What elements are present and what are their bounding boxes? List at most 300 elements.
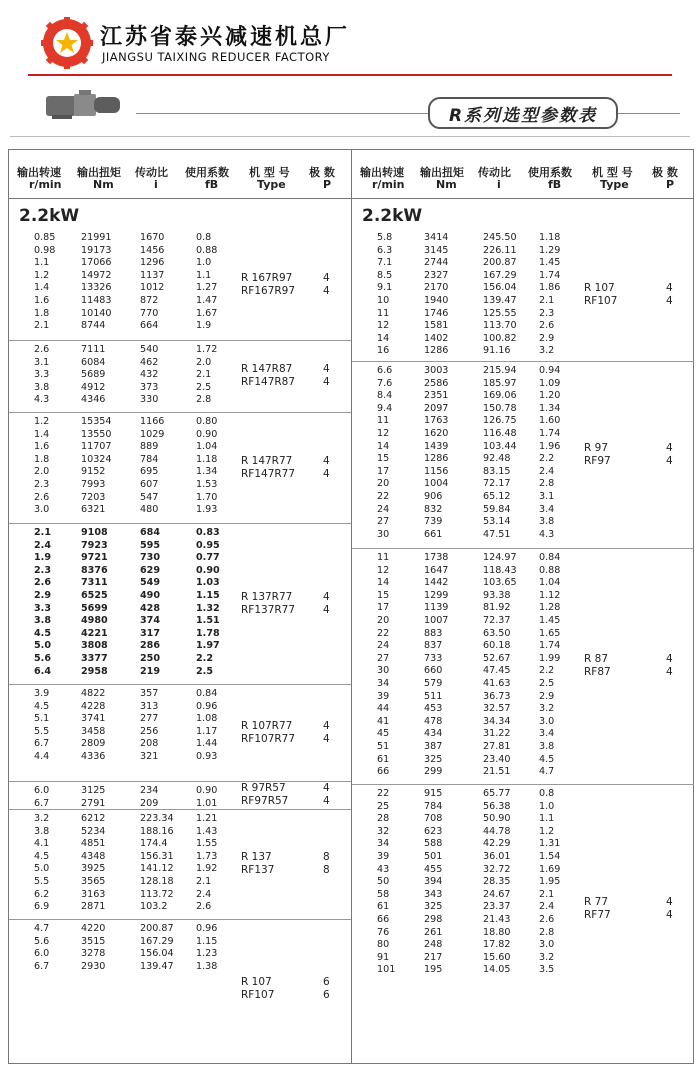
torque-cell: 2586 (424, 377, 449, 389)
factor-cell: 2.3 (539, 307, 555, 319)
factor-cell: 2.4 (539, 465, 555, 477)
torque-cell: 1442 (424, 577, 449, 589)
ratio-cell: 277 (140, 713, 159, 725)
ratio-cell: 889 (140, 441, 159, 453)
ratio-cell: 234 (140, 785, 159, 796)
torque-cell: 7111 (81, 344, 106, 355)
factor-cell: 1.0 (539, 800, 555, 812)
poles-cell (323, 455, 330, 481)
model-type: R 107R77 (241, 719, 293, 732)
factor-cell: 1.86 (539, 282, 561, 294)
factor-cell: 0.90 (196, 785, 218, 796)
header-speed-unit: r/min (372, 178, 405, 191)
header-model: 机 型 号 (249, 166, 290, 179)
speed-cell: 0.85 (34, 232, 56, 243)
poles-value: 4 (666, 896, 673, 908)
speed-cell: 14 (377, 440, 390, 452)
factor-cell: 0.90 (196, 564, 220, 576)
factor-cell: 2.6 (196, 901, 212, 913)
header-speed: 输出转速 (17, 166, 61, 179)
torque-cell: 1299 (424, 589, 449, 601)
poles-value: 4 (323, 454, 330, 467)
torque-cell: 784 (424, 800, 443, 812)
header-model: 机 型 号 (592, 166, 633, 179)
speed-cell: 1.1 (34, 257, 50, 269)
torque-cell: 588 (424, 838, 443, 850)
torque-cell: 579 (424, 678, 443, 689)
torque-cell: 6084 (81, 356, 106, 368)
factor-cell: 1.12 (539, 589, 561, 601)
ratio-cell: 167.29 (483, 269, 517, 281)
factor-cell: 1.1 (539, 813, 555, 825)
speed-cell: 5.0 (34, 863, 50, 875)
poles-cell (666, 896, 673, 922)
torque-cell: 1402 (424, 332, 449, 344)
ratio-cell: 1670 (140, 232, 165, 243)
table-header-right (352, 150, 694, 199)
torque-cell: 883 (424, 627, 443, 639)
speed-cell: 2.0 (34, 466, 50, 478)
speed-cell: 12 (377, 564, 390, 576)
torque-cell: 15354 (81, 416, 112, 427)
speed-cell: 3.8 (34, 615, 51, 627)
speed-cell: 6.2 (34, 888, 50, 900)
torque-cell: 2871 (81, 901, 106, 913)
speed-cell: 15 (377, 453, 390, 465)
poles-cell (323, 851, 330, 877)
model-type: RF77 (584, 909, 611, 921)
ratio-cell: 156.04 (483, 282, 517, 294)
poles-value: 4 (666, 653, 673, 665)
ratio-cell: 1456 (140, 244, 165, 256)
ratio-cell: 317 (140, 627, 161, 639)
speed-cell: 2.6 (34, 344, 50, 355)
torque-cell: 11483 (81, 295, 112, 306)
torque-cell: 501 (424, 851, 443, 862)
ratio-cell: 223.34 (140, 813, 174, 824)
factor-cell: 2.6 (539, 914, 555, 925)
factor-cell: 2.4 (196, 888, 212, 900)
torque-cell: 248 (424, 939, 443, 951)
torque-cell: 6321 (81, 504, 106, 516)
torque-cell: 8744 (81, 320, 106, 332)
model-type: RF147R87 (241, 376, 296, 388)
ratio-cell: 44.78 (483, 825, 511, 837)
speed-cell: 5.6 (34, 935, 50, 947)
speed-cell: 14 (377, 332, 390, 344)
ratio-cell: 1137 (140, 269, 165, 281)
factor-cell: 2.8 (196, 394, 212, 406)
model-type-cell (241, 782, 288, 808)
poles-cell (323, 272, 330, 298)
ratio-cell: 103.2 (140, 901, 168, 913)
torque-cell: 3003 (424, 365, 449, 376)
factor-cell: 1.21 (196, 813, 218, 824)
model-type-cell (584, 896, 611, 922)
factor-cell: 1.38 (196, 960, 218, 972)
ratio-cell: 185.97 (483, 377, 517, 389)
model-type-cell (241, 455, 295, 481)
factor-cell: 4.3 (539, 528, 555, 540)
factor-cell: 2.2 (196, 653, 213, 664)
factor-cell: 3.0 (539, 715, 555, 727)
ratio-cell: 872 (140, 295, 159, 306)
ratio-cell: 27.81 (483, 741, 511, 752)
model-type: R 97R57 (241, 782, 286, 794)
torque-cell: 1581 (424, 320, 449, 332)
ratio-cell: 72.37 (483, 615, 511, 626)
speed-cell: 3.8 (34, 825, 50, 837)
torque-cell: 3741 (81, 713, 106, 725)
ratio-cell: 209 (140, 797, 159, 809)
speed-cell: 34 (377, 678, 390, 689)
torque-cell: 217 (424, 951, 443, 963)
factor-cell: 2.9 (539, 690, 555, 702)
speed-cell: 45 (377, 728, 390, 740)
torque-cell: 299 (424, 766, 443, 778)
model-group (352, 229, 694, 362)
speed-cell: 20 (377, 615, 390, 626)
speed-cell: 10 (377, 295, 390, 306)
factor-cell: 2.1 (539, 295, 555, 306)
ratio-cell: 65.12 (483, 491, 511, 502)
torque-cell: 4220 (81, 923, 106, 934)
speed-cell: 14 (377, 577, 390, 589)
torque-cell: 17066 (81, 257, 112, 269)
torque-cell: 298 (424, 914, 443, 925)
torque-cell: 4980 (81, 615, 108, 627)
factor-cell: 1.97 (196, 640, 220, 652)
speed-cell: 1.2 (34, 269, 50, 281)
factor-cell: 1.51 (196, 615, 220, 627)
ratio-cell: 313 (140, 700, 159, 712)
poles-cell (323, 591, 330, 617)
model-group (352, 548, 694, 785)
speed-cell: 2.6 (34, 577, 51, 589)
ratio-cell: 321 (140, 751, 159, 762)
ratio-cell: 607 (140, 479, 159, 490)
ratio-cell: 730 (140, 552, 161, 564)
speed-cell: 17 (377, 602, 390, 614)
torque-cell: 3145 (424, 244, 449, 256)
factor-cell: 2.2 (539, 665, 555, 677)
ratio-cell: 156.31 (140, 850, 174, 862)
model-group (352, 361, 694, 549)
torque-cell: 1156 (424, 465, 449, 477)
factor-cell: 1.27 (196, 282, 218, 294)
model-type: RF97R57 (241, 795, 289, 807)
torque-cell: 1738 (424, 552, 449, 563)
header-poles: 极 数 (309, 166, 335, 179)
header-model-unit: Type (600, 178, 629, 191)
factor-cell: 4.7 (539, 766, 555, 778)
factor-cell: 1.47 (196, 295, 218, 306)
factor-cell: 1.04 (196, 441, 218, 453)
torque-cell: 511 (424, 690, 443, 702)
ratio-cell: 169.06 (483, 390, 517, 402)
poles-cell (323, 720, 330, 746)
ratio-cell: 215.94 (483, 365, 517, 376)
poles-cell (666, 653, 673, 679)
ratio-cell: 24.67 (483, 888, 511, 900)
section-divider (10, 136, 690, 137)
factor-cell: 1.1 (196, 269, 212, 281)
torque-cell: 2351 (424, 390, 449, 402)
speed-cell: 39 (377, 690, 390, 702)
speed-cell: 2.4 (34, 539, 51, 551)
speed-cell: 5.6 (34, 653, 51, 664)
ratio-cell: 21.43 (483, 914, 511, 925)
torque-cell: 7993 (81, 479, 106, 490)
torque-cell: 4336 (81, 751, 106, 762)
model-type: RF97 (584, 454, 611, 467)
factor-cell: 1.18 (539, 232, 561, 243)
speed-cell: 4.4 (34, 751, 50, 762)
torque-cell: 13550 (81, 428, 112, 440)
speed-cell: 2.6 (34, 491, 50, 503)
poles-value: 4 (323, 603, 330, 616)
speed-cell: 5.5 (34, 725, 50, 737)
speed-cell: 6.6 (377, 365, 393, 376)
factor-cell: 3.1 (539, 491, 555, 502)
ratio-cell: 250 (140, 653, 161, 664)
factor-cell: 1.17 (196, 725, 218, 737)
torque-cell: 2791 (81, 797, 106, 809)
ratio-cell: 684 (140, 527, 161, 538)
torque-cell: 4348 (81, 850, 106, 862)
poles-value: 4 (323, 590, 330, 603)
torque-cell: 453 (424, 703, 443, 715)
model-group (352, 784, 694, 1034)
ratio-cell: 174.4 (140, 838, 168, 850)
speed-cell: 91 (377, 951, 390, 963)
model-group (9, 781, 351, 810)
factor-cell: 1.93 (196, 504, 218, 516)
ratio-cell: 540 (140, 344, 159, 355)
factor-cell: 0.96 (196, 923, 218, 934)
factor-cell: 0.90 (196, 428, 218, 440)
torque-cell: 195 (424, 964, 443, 976)
speed-cell: 3.1 (34, 356, 50, 368)
factor-cell: 1.31 (539, 838, 561, 850)
poles-value: 6 (323, 976, 330, 988)
poles-value: 4 (323, 782, 330, 794)
ratio-cell: 36.01 (483, 851, 511, 862)
ratio-cell: 188.16 (140, 825, 174, 837)
torque-cell: 7203 (81, 491, 106, 503)
factor-cell: 1.01 (196, 797, 218, 809)
company-name-en: JIANGSU TAIXING REDUCER FACTORY (102, 50, 330, 64)
poles-value: 4 (666, 909, 673, 921)
ratio-cell: 428 (140, 602, 161, 614)
ratio-cell: 32.57 (483, 703, 511, 715)
model-type: R 167R97 (241, 271, 293, 284)
torque-cell: 4851 (81, 838, 106, 850)
speed-cell: 1.8 (34, 307, 50, 319)
factor-cell: 2.5 (196, 665, 213, 677)
torque-cell: 1004 (424, 478, 449, 490)
speed-cell: 41 (377, 715, 390, 727)
model-type-cell (584, 653, 611, 679)
speed-cell: 2.1 (34, 527, 51, 538)
model-type-cell (584, 282, 617, 308)
speed-cell: 51 (377, 741, 390, 752)
factor-cell: 0.80 (196, 416, 218, 427)
speed-cell: 22 (377, 788, 390, 799)
torque-cell: 2097 (424, 402, 449, 414)
model-group (9, 523, 351, 685)
ratio-cell: 1166 (140, 416, 165, 427)
speed-cell: 7.1 (377, 257, 393, 269)
torque-cell: 387 (424, 741, 443, 752)
header-speed-unit: r/min (29, 178, 62, 191)
speed-cell: 66 (377, 766, 390, 778)
factor-cell: 3.8 (539, 516, 555, 528)
ratio-cell: 141.12 (140, 863, 174, 875)
ratio-cell: 549 (140, 577, 161, 589)
speed-cell: 8.5 (377, 269, 393, 281)
ratio-cell: 1012 (140, 282, 165, 294)
header-ratio-unit: i (154, 178, 158, 191)
torque-cell: 660 (424, 665, 443, 677)
ratio-cell: 1029 (140, 428, 165, 440)
poles-value: 6 (323, 989, 330, 1001)
factor-cell: 2.1 (196, 369, 212, 381)
model-type: RF107 (241, 989, 275, 1001)
speed-cell: 1.2 (34, 416, 50, 427)
speed-cell: 4.1 (34, 838, 50, 850)
ratio-cell: 226.11 (483, 244, 517, 256)
speed-cell: 1.4 (34, 428, 50, 440)
header-divider (28, 74, 672, 76)
header-poles-unit: P (323, 178, 332, 191)
torque-cell: 5699 (81, 602, 108, 614)
speed-cell: 11 (377, 307, 390, 319)
speed-cell: 6.7 (34, 738, 50, 750)
torque-cell: 1439 (424, 440, 449, 452)
factor-cell: 1.09 (539, 377, 561, 389)
speed-cell: 58 (377, 888, 390, 900)
header-poles-unit: P (666, 178, 675, 191)
speed-cell: 32 (377, 825, 390, 837)
factor-cell: 1.03 (196, 577, 220, 589)
torque-cell: 478 (424, 715, 443, 727)
factor-cell: 1.67 (196, 307, 218, 319)
torque-cell: 3565 (81, 876, 106, 887)
speed-cell: 44 (377, 703, 390, 715)
factor-cell: 1.74 (539, 269, 561, 281)
speed-cell: 27 (377, 652, 390, 664)
poles-value: 4 (666, 295, 673, 307)
speed-cell: 0.98 (34, 244, 56, 256)
factor-cell: 2.8 (539, 478, 555, 490)
ratio-cell: 462 (140, 356, 159, 368)
torque-cell: 1763 (424, 415, 449, 427)
ratio-cell: 103.44 (483, 440, 517, 452)
speed-cell: 3.8 (34, 381, 50, 393)
factor-cell: 1.99 (539, 652, 561, 664)
model-type: RF107R77 (241, 732, 296, 745)
torque-cell: 4228 (81, 700, 106, 712)
ratio-cell: 60.18 (483, 640, 511, 652)
model-type-cell (584, 442, 611, 468)
speed-cell: 3.9 (34, 688, 50, 699)
speed-cell: 9.1 (377, 282, 393, 294)
poles-value: 4 (666, 282, 673, 294)
factor-cell: 1.95 (539, 876, 561, 888)
ratio-cell: 200.87 (483, 257, 517, 269)
factor-cell: 3.4 (539, 728, 555, 740)
header-ratio-unit: i (497, 178, 501, 191)
torque-cell: 6525 (81, 590, 108, 601)
torque-cell: 325 (424, 753, 443, 765)
model-type-cell (241, 720, 295, 746)
ratio-cell: 50.90 (483, 813, 511, 825)
torque-cell: 7923 (81, 539, 108, 551)
poles-value: 8 (323, 851, 330, 863)
ratio-cell: 53.14 (483, 516, 511, 528)
torque-cell: 2958 (81, 665, 108, 677)
torque-cell: 9721 (81, 552, 108, 564)
torque-cell: 4346 (81, 394, 106, 406)
model-type: R 107 (584, 282, 615, 294)
torque-cell: 8376 (81, 564, 108, 576)
factor-cell: 4.5 (539, 753, 555, 765)
torque-cell: 3458 (81, 725, 106, 737)
torque-cell: 837 (424, 640, 443, 652)
speed-cell: 5.0 (34, 640, 51, 652)
company-name-cn: 江苏省泰兴减速机总厂 (100, 25, 351, 50)
poles-cell (323, 976, 330, 1002)
torque-cell: 9108 (81, 527, 108, 538)
torque-cell: 14972 (81, 269, 112, 281)
ratio-cell: 32.72 (483, 863, 511, 875)
speed-cell: 16 (377, 345, 390, 357)
ratio-cell: 547 (140, 491, 159, 503)
torque-cell: 733 (424, 652, 443, 664)
ratio-cell: 125.55 (483, 307, 517, 319)
speed-cell: 3.0 (34, 504, 50, 516)
factor-cell: 2.9 (539, 332, 555, 344)
ratio-cell: 81.92 (483, 602, 511, 614)
speed-cell: 12 (377, 320, 390, 332)
factor-cell: 0.94 (539, 365, 561, 376)
speed-cell: 61 (377, 901, 390, 913)
factor-cell: 3.2 (539, 345, 555, 357)
ratio-cell: 59.84 (483, 503, 511, 515)
factor-cell: 3.5 (539, 964, 555, 976)
model-type: RF107 (584, 295, 618, 307)
speed-cell: 6.0 (34, 948, 50, 960)
model-type: RF87 (584, 666, 611, 678)
header-ratio: 传动比 (478, 166, 511, 179)
factor-cell: 1.74 (539, 428, 561, 439)
section-title-badge: R系列选型参数表 (428, 97, 618, 129)
ratio-cell: 42.29 (483, 838, 511, 850)
torque-cell: 915 (424, 788, 443, 799)
ratio-cell: 139.47 (140, 960, 174, 972)
ratio-cell: 93.38 (483, 589, 511, 601)
speed-cell: 2.3 (34, 564, 51, 576)
ratio-cell: 770 (140, 307, 159, 319)
speed-cell: 6.7 (34, 797, 50, 809)
ratio-cell: 1296 (140, 257, 165, 269)
model-type-cell (241, 591, 295, 617)
torque-cell: 3163 (81, 888, 106, 900)
speed-cell: 34 (377, 838, 390, 850)
ratio-cell: 103.65 (483, 577, 517, 589)
ratio-cell: 47.45 (483, 665, 511, 677)
